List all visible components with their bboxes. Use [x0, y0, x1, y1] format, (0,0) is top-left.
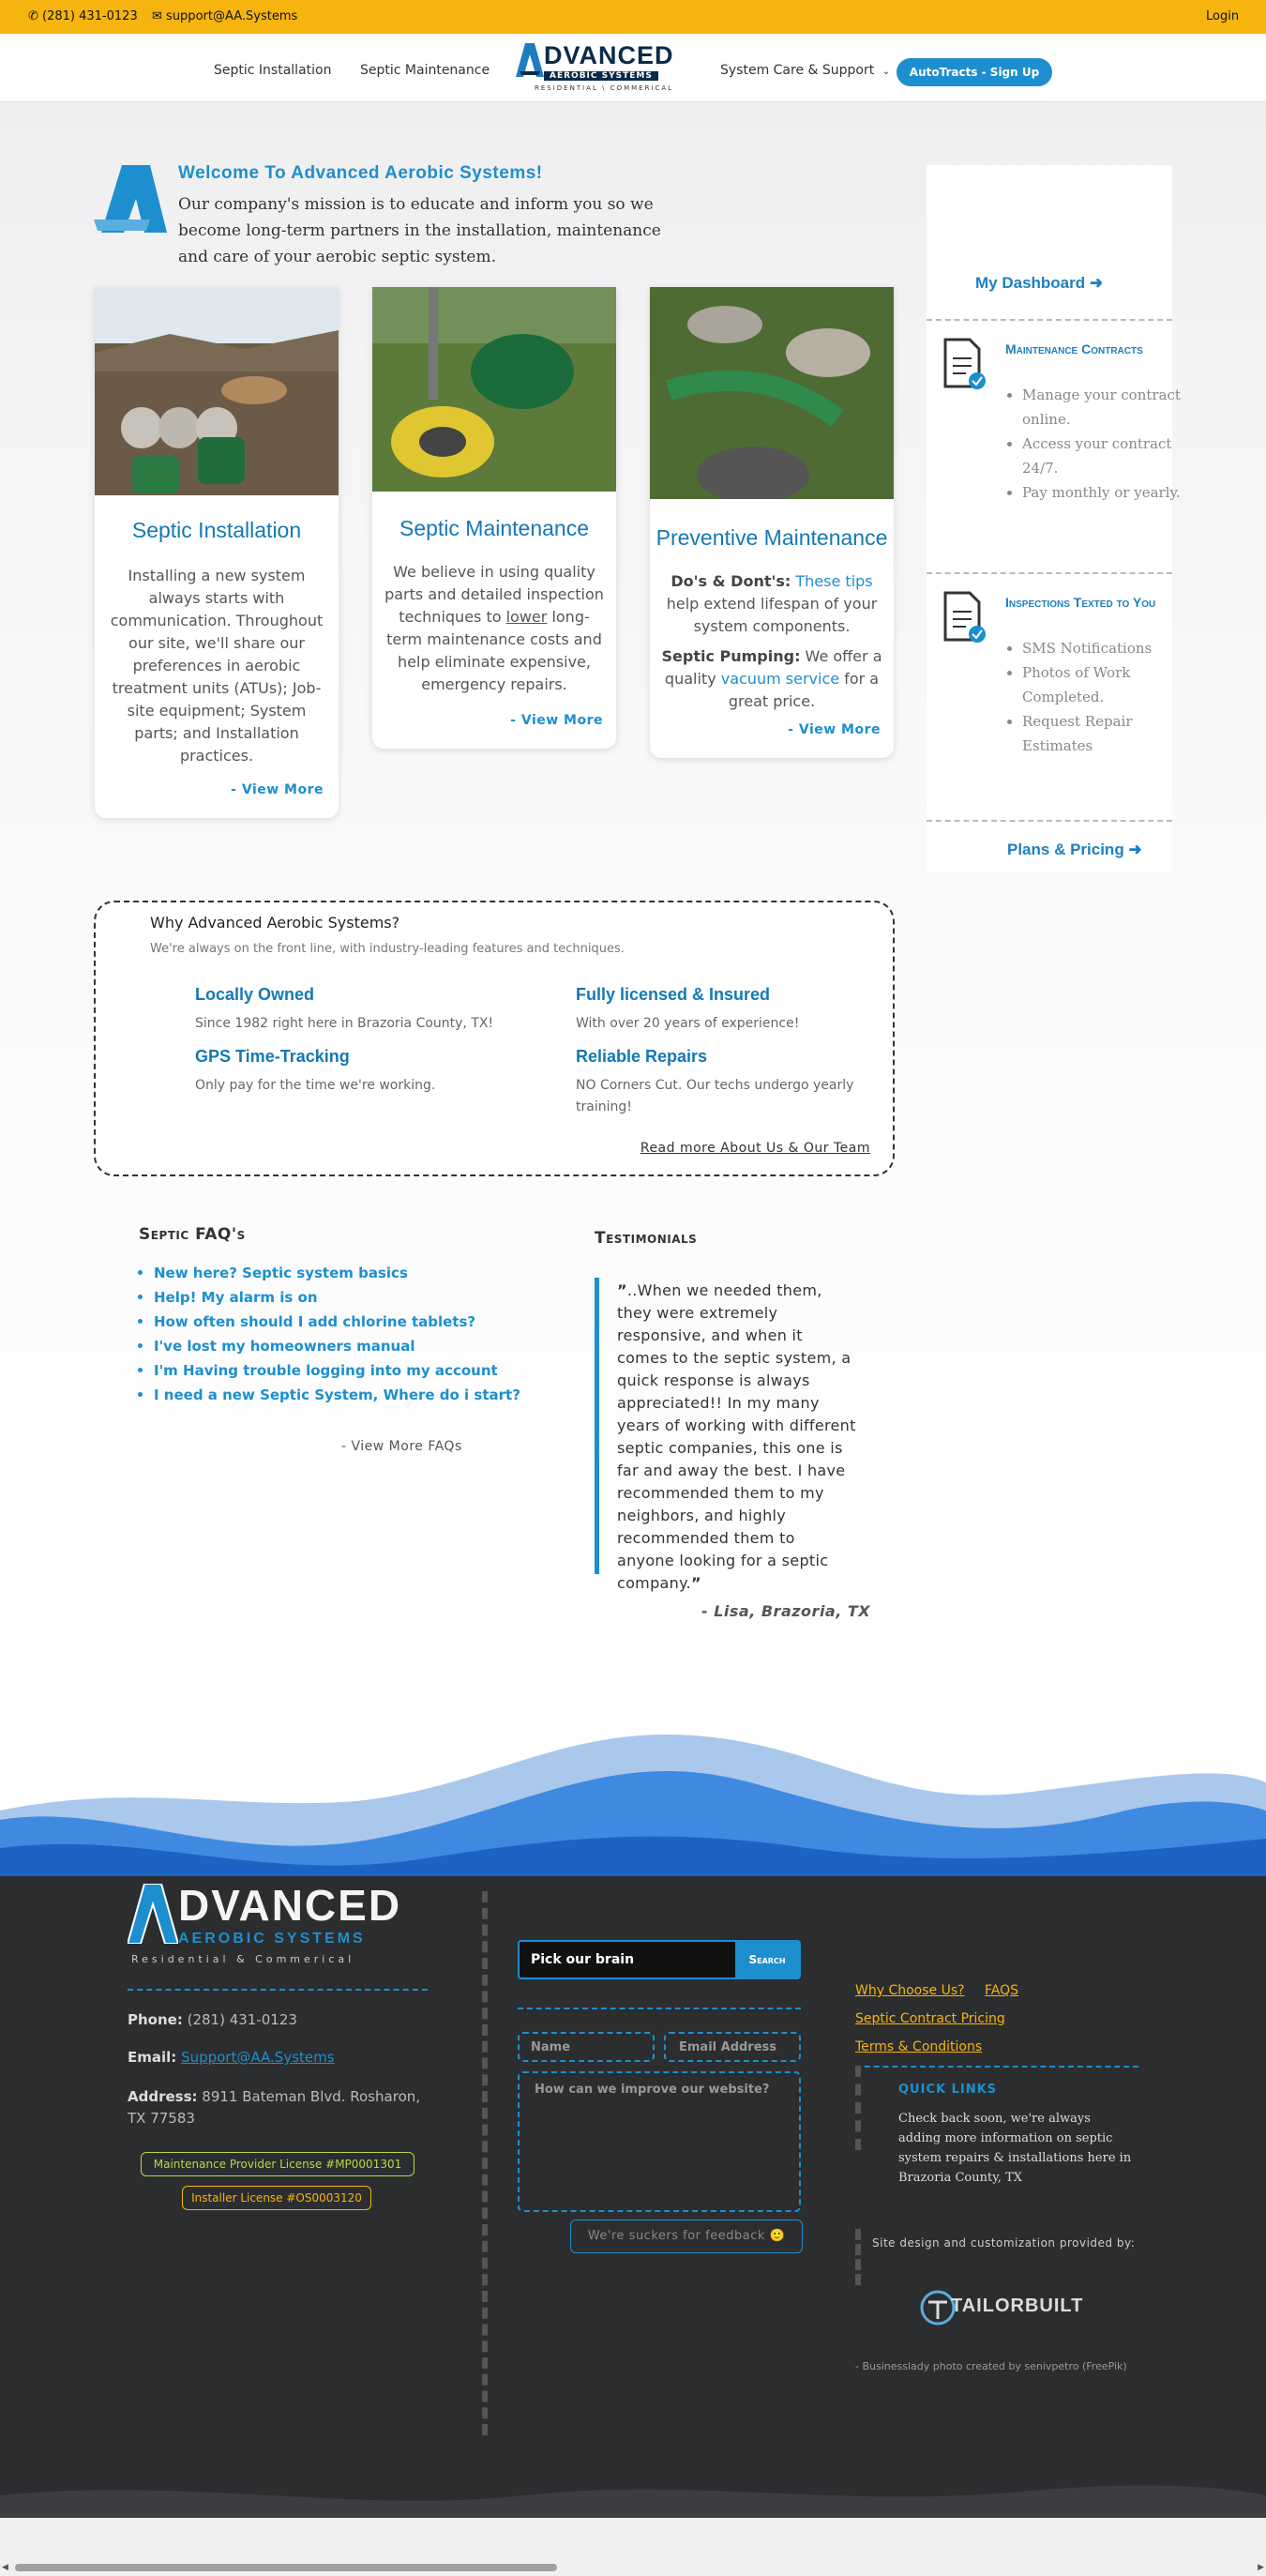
search-input[interactable] — [520, 1942, 735, 1977]
horizontal-scrollbar[interactable] — [0, 2559, 1266, 2576]
feature-text: Since 1982 right here in Brazoria County, TX! — [195, 1016, 494, 1031]
footer-phone: Phone: (281) 431-0123 — [128, 2011, 297, 2028]
quote-open-icon: ” — [617, 1281, 627, 1299]
card-text-pumping: Septic Pumping: We offer a quality vacuum service for a great price. — [661, 647, 882, 710]
card-preventive-maintenance — [650, 287, 894, 758]
main-header — [0, 34, 1266, 102]
maintenance-license-badge: Maintenance Provider License #MP0001301 — [141, 2152, 414, 2176]
topbar-phone[interactable]: ✆ (281) 431-0123 — [28, 9, 138, 23]
login-link[interactable]: Login — [1206, 9, 1240, 23]
testimonials-title: Testimonials — [595, 1229, 698, 1248]
welcome-title: Welcome To Advanced Aerobic Systems! — [178, 163, 543, 183]
feature-text: With over 20 years of experience! — [576, 1016, 800, 1031]
card-title: Septic Installation — [131, 518, 302, 542]
list-item: • Photos of Work Completed. — [1022, 660, 1182, 709]
tailorbuilt-logo[interactable]: TAILORBUILT — [919, 2287, 1107, 2328]
nav-septic-installation[interactable]: Septic Installation — [214, 63, 332, 78]
vacuum-service-link[interactable]: vacuum service — [720, 670, 840, 688]
footer-email: Email: Support@AA.Systems — [128, 2049, 335, 2066]
quote-bar — [595, 1278, 599, 1574]
site-credit: Site design and customization provided by: — [872, 2236, 1136, 2250]
faq-list — [137, 1261, 520, 1407]
card-septic-maintenance — [372, 287, 616, 749]
email-input[interactable] — [664, 2032, 801, 2062]
footer-logo[interactable]: DVANCED AEROBIC SYSTEMS Residential & Commerical — [128, 1880, 428, 1974]
photo-credit: - Businesslady photo created by senivpetro (FreePik) — [855, 2360, 1127, 2372]
card-title: Preventive Maintenance — [656, 525, 888, 550]
scrollbar-thumb[interactable] — [15, 2564, 557, 2571]
footer-bottom-wave — [0, 2458, 1266, 2561]
email-icon: ✉ — [152, 9, 162, 23]
card-text-tips: Do's & Dont's: These tips help extend lifespan of your system components. — [666, 572, 878, 635]
installer-license-badge: Installer License #OS0003120 — [182, 2186, 371, 2210]
why-subtitle: We're always on the front line, with industry-leading features and techniques. — [150, 942, 625, 956]
list-item: • Pay monthly or yearly. — [1022, 480, 1182, 505]
search-box — [518, 1940, 801, 1979]
why-title: Why Advanced Aerobic Systems? — [150, 914, 400, 932]
logo-a-icon — [94, 165, 167, 233]
view-more-link[interactable]: - View More — [788, 722, 881, 737]
nav-septic-maintenance[interactable]: Septic Maintenance — [360, 63, 490, 78]
divider — [927, 820, 1172, 822]
feature-title: Locally Owned — [195, 985, 315, 1004]
maintenance-photo — [372, 287, 616, 492]
scroll-left-icon[interactable]: ◀ — [2, 2563, 8, 2572]
divider — [927, 319, 1172, 321]
preventive-photo — [650, 287, 894, 499]
sidebar — [927, 165, 1181, 872]
chevron-down-icon: ⌄ — [882, 67, 891, 77]
read-more-about-link[interactable]: Read more About Us & Our Team — [640, 1141, 870, 1156]
plans-pricing-link[interactable]: Plans & Pricing ➜ — [1007, 841, 1142, 858]
footer-address: Address: 8911 Bateman Blvd. Rosharon, TX 77583 — [128, 2088, 421, 2127]
terms-conditions-link[interactable]: Terms & Conditions — [855, 2039, 983, 2054]
topbar-email[interactable]: ✉ support@AA.Systems — [152, 9, 298, 23]
nav-system-care-support[interactable]: System Care & Support ⌄ — [720, 63, 891, 78]
card-septic-installation — [95, 287, 339, 818]
list-item: • Request Repair Estimates — [1022, 709, 1182, 758]
faq-title: Septic FAQ's — [139, 1225, 246, 1244]
view-more-faqs-link[interactable]: - View More FAQs — [341, 1439, 462, 1454]
divider — [927, 572, 1172, 574]
contract-pricing-link[interactable]: Septic Contract Pricing — [855, 2011, 1005, 2026]
view-more-link[interactable]: - View More — [231, 782, 324, 797]
quote-close-icon: ” — [690, 1574, 701, 1592]
divider — [518, 2008, 801, 2009]
divider — [128, 1989, 428, 1991]
search-button[interactable]: Search — [735, 1942, 799, 1977]
name-input[interactable] — [518, 2032, 655, 2062]
why-choose-us-link[interactable]: Why Choose Us? — [855, 1983, 965, 1998]
top-bar — [0, 0, 1266, 34]
footer — [0, 1876, 1266, 2523]
faq-link[interactable]: I need a new Septic System, Where do i start? — [154, 1386, 520, 1403]
quick-links-title: QUICK LINKS — [898, 2083, 998, 2097]
quick-links-text: Check back soon, we're always adding more information on septic system repairs & installations here in Brazoria County, TX — [898, 2112, 1132, 2185]
these-tips-link[interactable]: These tips — [795, 572, 873, 590]
feature-title: Reliable Repairs — [576, 1047, 708, 1066]
my-dashboard-link[interactable]: My Dashboard ➜ — [975, 274, 1104, 292]
card-title: Septic Maintenance — [399, 516, 589, 540]
testimonial-author: - Lisa, Brazoria, TX — [701, 1602, 871, 1620]
faq-link[interactable]: I'm Having trouble logging into my account — [154, 1362, 498, 1379]
feature-text: Only pay for the time we're working. — [195, 1078, 436, 1093]
welcome-text: Our company's mission is to educate and inform you so we become long-term partners in the installation, maintenance and care of your aerobic septic system. — [178, 195, 661, 266]
faq-link[interactable]: New here? Septic system basics — [154, 1265, 408, 1281]
installation-photo — [95, 287, 339, 495]
logo-a-icon — [128, 1884, 178, 1944]
contract-document-icon — [942, 338, 987, 390]
contracts-list — [1005, 383, 1182, 505]
checklist-icon — [942, 591, 987, 644]
divider — [482, 1891, 488, 2435]
card-text: We believe in using quality parts and detailed inspection techniques to lower long-term maintenance costs and help eliminate expensive, emergency repairs. — [384, 563, 604, 693]
view-more-link[interactable]: - View More — [510, 713, 603, 728]
faqs-link[interactable]: FAQS — [985, 1983, 1019, 1998]
feature-text: NO Corners Cut. Our techs undergo yearly training! — [576, 1078, 854, 1114]
scroll-right-icon[interactable]: ▶ — [1258, 2563, 1264, 2572]
feature-title: Fully licensed & Insured — [576, 985, 771, 1004]
list-item: • SMS Notifications — [1022, 636, 1182, 660]
inspections-title: Inspections Texted to You — [1005, 595, 1156, 610]
list-item: • Manage your contract online. — [1022, 383, 1182, 432]
logo-a-icon — [516, 43, 544, 77]
faq-link[interactable]: Help! My alarm is on — [154, 1289, 318, 1306]
feedback-submit-button[interactable]: We're suckers for feedback 🙂 — [570, 2220, 803, 2253]
divider — [855, 2066, 861, 2150]
list-item: • Access your contract 24/7. — [1022, 432, 1182, 480]
testimonial-quote: ”..When we needed them, they were extremely responsive, and when it comes to the septic system, a quick response is always appreciated!! In my many years of working with different septic companies, this one is far and away the best. I have recommended them to my neighbors, and highly recommended them to anyone looking for a septic company.” — [617, 1281, 856, 1592]
autotracts-signup-button[interactable]: AutoTracts - Sign Up — [897, 58, 1052, 86]
card-text: Installing a new system always starts with communication. Throughout our site, we'll share our preferences in aerobic treatment units (ATUs); Job-site equipment; System parts; and Installation practices. — [110, 567, 324, 765]
feature-title: GPS Time-Tracking — [195, 1047, 350, 1066]
faq-link[interactable]: How often should I add chlorine tablets? — [154, 1313, 476, 1330]
divider — [855, 2066, 1138, 2068]
feedback-textarea[interactable] — [518, 2071, 801, 2212]
footer-email-link[interactable]: Support@AA.Systems — [181, 2049, 335, 2066]
divider — [855, 2229, 861, 2285]
faq-link[interactable]: I've lost my homeowners manual — [154, 1338, 415, 1355]
header-logo[interactable]: DVANCED AEROBIC SYSTEMS RESIDENTIAL \ COMMERICAL — [516, 39, 685, 96]
phone-icon: ✆ — [28, 9, 38, 23]
inspections-list — [1005, 636, 1182, 758]
why-section — [94, 901, 895, 1176]
maintenance-contracts-title: Maintenance Contracts — [1005, 341, 1143, 356]
